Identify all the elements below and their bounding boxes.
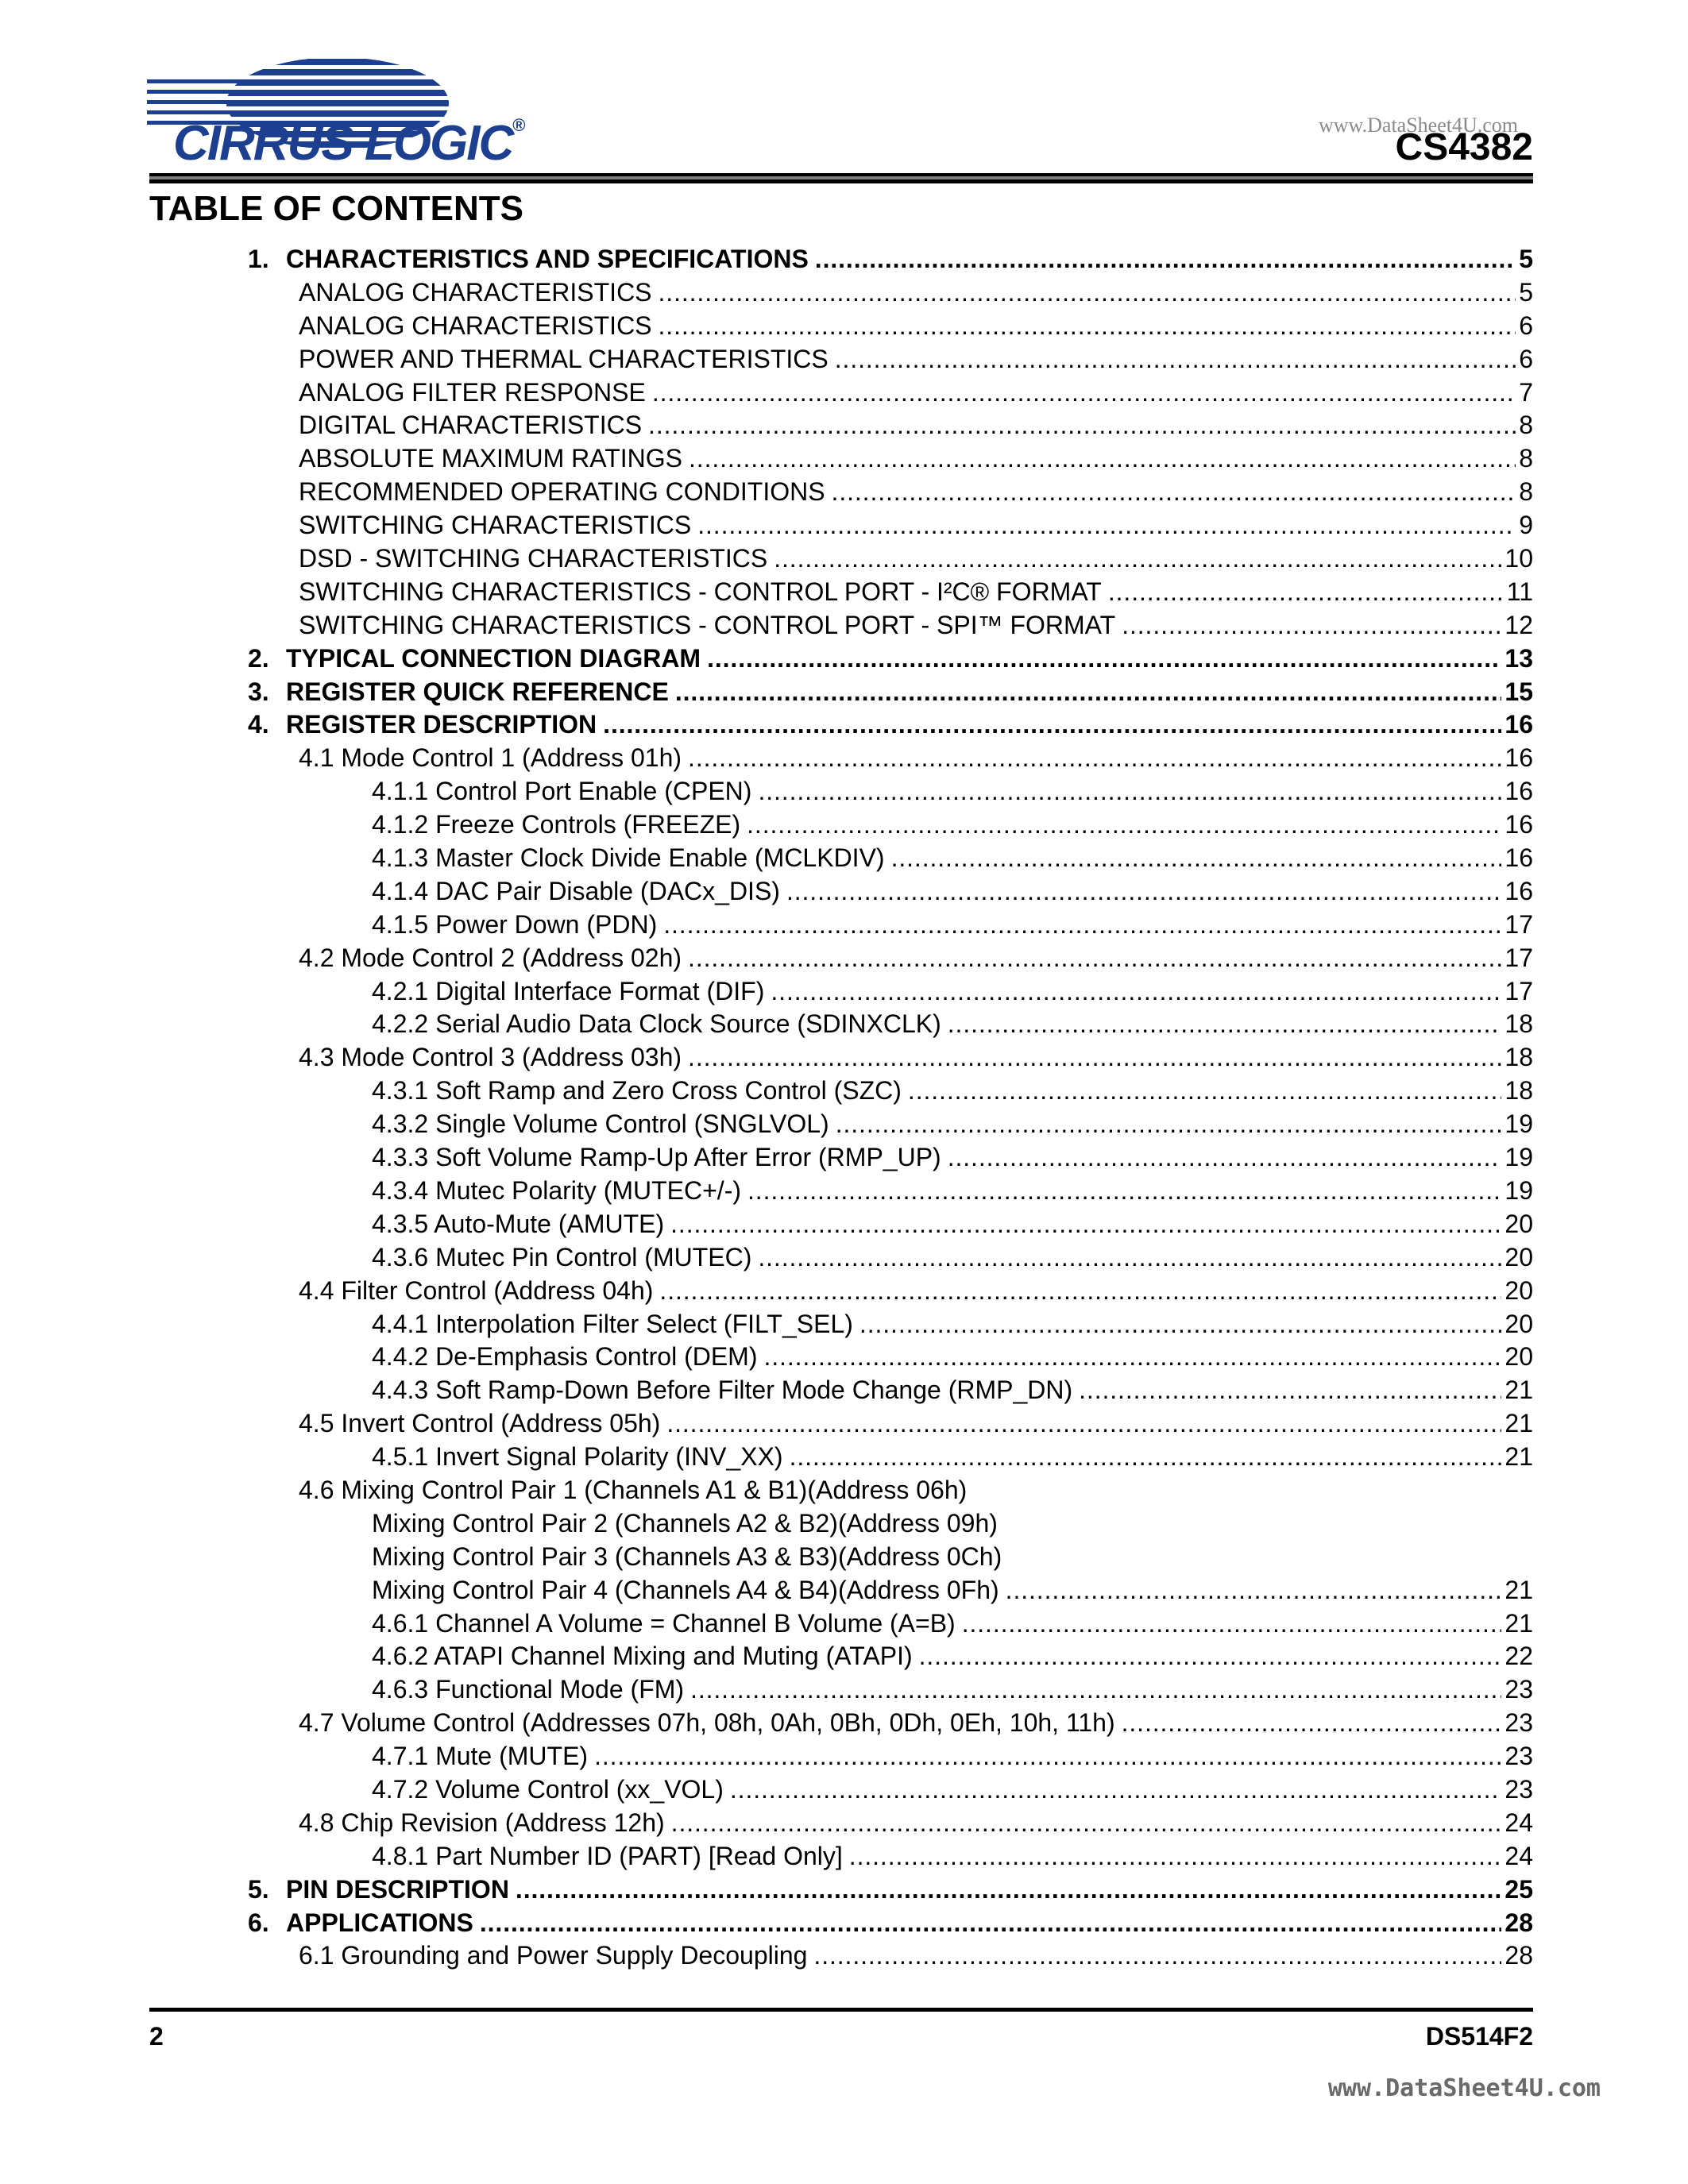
- toc-entry-page: 10: [1505, 544, 1533, 573]
- toc-entry-page: 17: [1505, 909, 1533, 939]
- toc-dot-leader: [836, 1109, 1502, 1139]
- footer-rule: [149, 2008, 1533, 2012]
- toc-entry[interactable]: [0, 810, 1688, 843]
- toc-entry[interactable]: [0, 1775, 1688, 1808]
- toc-dot-leader: [688, 1043, 1501, 1072]
- toc-entry-title: 4.3.4 Mutec Polarity (MUTEC+/-): [372, 1175, 741, 1205]
- toc-dot-leader: [659, 278, 1516, 307]
- toc-entry-title: SWITCHING CHARACTERISTICS - CONTROL PORT - I²C® FORMAT: [299, 577, 1102, 606]
- toc-entry-page: 18: [1505, 1009, 1533, 1039]
- toc-entry-page: 22: [1505, 1642, 1533, 1671]
- toc-dot-leader: [516, 1875, 1501, 1904]
- toc-entry[interactable]: [0, 378, 1688, 411]
- toc-entry-page: 5: [1519, 245, 1533, 273]
- toc-entry-title: 4.1.2 Freeze Controls (FREEZE): [372, 810, 741, 839]
- toc-entry[interactable]: [0, 1576, 1688, 1609]
- toc-entry-page: 16: [1505, 810, 1533, 839]
- toc-entry-number: 6.: [248, 1908, 269, 1937]
- toc-dot-leader: [659, 311, 1516, 341]
- toc-entry-title: 4.4.1 Interpolation Filter Select (FILT_SEL): [372, 1309, 853, 1338]
- toc-entry-page: 20: [1505, 1209, 1533, 1238]
- toc-entry-title: 4.6.1 Channel A Volume = Channel B Volume (A=B): [372, 1608, 956, 1638]
- toc-dot-leader: [689, 444, 1516, 473]
- toc-entry[interactable]: [0, 511, 1688, 544]
- toc-entry[interactable]: [0, 710, 1688, 743]
- toc-entry-title: 4.2.2 Serial Audio Data Clock Source (SDINXCLK): [372, 1009, 941, 1039]
- toc-dot-leader: [891, 843, 1502, 873]
- toc-entry[interactable]: [0, 1908, 1688, 1942]
- toc-entry-page: 15: [1505, 677, 1533, 706]
- toc-entry-page: 7: [1519, 377, 1533, 407]
- toc-entry-title: REGISTER DESCRIPTION: [286, 710, 597, 739]
- toc-entry-title: POWER AND THERMAL CHARACTERISTICS: [299, 344, 829, 373]
- toc-entry-page: 21: [1505, 1608, 1533, 1638]
- toc-entry-title: SWITCHING CHARACTERISTICS - CONTROL PORT - SPI™ FORMAT: [299, 610, 1116, 639]
- part-number: CS4382: [1395, 126, 1533, 168]
- toc-dot-leader: [747, 810, 1501, 839]
- toc-entry[interactable]: [0, 1276, 1688, 1310]
- toc-dot-leader: [771, 977, 1501, 1006]
- toc-entry-page: 16: [1505, 743, 1533, 773]
- toc-entry-title: ANALOG CHARACTERISTICS: [299, 311, 652, 340]
- toc-entry[interactable]: [0, 644, 1688, 677]
- toc-entry[interactable]: [0, 1376, 1688, 1409]
- toc-entry-title: 4.6 Mixing Control Pair 1 (Channels A1 & B1)(Address 06h): [299, 1475, 968, 1504]
- toc-entry[interactable]: [0, 1342, 1688, 1376]
- toc-entry[interactable]: [0, 743, 1688, 777]
- toc-entry-title: 4.2 Mode Control 2 (Address 02h): [299, 943, 682, 972]
- toc-entry-title: 4.4.3 Soft Ramp-Down Before Filter Mode Change (RMP_DN): [372, 1376, 1073, 1405]
- toc-entry-title: 4.7.2 Volume Control (xx_VOL): [372, 1774, 724, 1804]
- table-of-contents: [0, 245, 1688, 1974]
- toc-entry[interactable]: [0, 677, 1688, 711]
- toc-entry-page: 8: [1519, 411, 1533, 440]
- toc-entry-page: 6: [1519, 311, 1533, 340]
- toc-entry[interactable]: [0, 943, 1688, 977]
- toc-entry-page: 8: [1519, 444, 1533, 473]
- toc-entry-number: 5.: [248, 1874, 269, 1904]
- toc-entry-title: SWITCHING CHARACTERISTICS: [299, 511, 692, 540]
- toc-dot-leader: [670, 1210, 1501, 1239]
- toc-entry[interactable]: [0, 1875, 1688, 1908]
- toc-entry-page: 16: [1505, 876, 1533, 905]
- toc-entry[interactable]: [0, 444, 1688, 477]
- toc-entry-page: 25: [1505, 1874, 1533, 1904]
- toc-entry-page: 19: [1505, 1175, 1533, 1205]
- toc-entry-title: 4.8 Chip Revision (Address 12h): [299, 1808, 665, 1837]
- toc-dot-leader: [859, 1310, 1502, 1339]
- toc-dot-leader: [688, 943, 1501, 973]
- toc-dot-leader: [666, 1409, 1501, 1438]
- toc-entry-page: 23: [1505, 1675, 1533, 1704]
- toc-dot-leader: [659, 1276, 1501, 1306]
- toc-dot-leader: [648, 411, 1516, 440]
- page-number: 2: [149, 2022, 164, 2051]
- toc-entry-title: 4.5 Invert Control (Address 05h): [299, 1409, 661, 1438]
- toc-entry-page: 23: [1505, 1742, 1533, 1771]
- toc-entry-page: 20: [1505, 1342, 1533, 1372]
- toc-dot-leader: [919, 1642, 1502, 1671]
- toc-entry-page: 12: [1505, 610, 1533, 639]
- toc-entry-page: 19: [1505, 1109, 1533, 1139]
- toc-entry-page: 11: [1506, 577, 1533, 606]
- header-watermark: www.DataSheet4U.com: [1319, 114, 1519, 137]
- toc-entry[interactable]: [0, 1808, 1688, 1842]
- toc-dot-leader: [730, 1775, 1502, 1804]
- toc-dot-leader: [688, 743, 1501, 773]
- toc-dot-leader: [671, 1808, 1502, 1838]
- toc-dot-leader: [815, 245, 1516, 274]
- toc-entry[interactable]: [0, 843, 1688, 877]
- toc-dot-leader: [832, 477, 1516, 507]
- toc-entry-page: 5: [1519, 277, 1533, 307]
- toc-entry[interactable]: [0, 278, 1688, 311]
- toc-entry-page: 21: [1505, 1409, 1533, 1438]
- toc-entry-title: 4.7.1 Mute (MUTE): [372, 1742, 589, 1771]
- toc-entry-page: 20: [1505, 1242, 1533, 1271]
- toc-dot-leader: [594, 1742, 1501, 1771]
- toc-entry-title: DSD - SWITCHING CHARACTERISTICS: [299, 544, 768, 573]
- toc-entry[interactable]: [0, 1476, 1688, 1509]
- toc-dot-leader: [603, 710, 1501, 739]
- toc-entry-page: 24: [1505, 1841, 1533, 1870]
- toc-entry[interactable]: [0, 1243, 1688, 1276]
- toc-entry[interactable]: [0, 977, 1688, 1010]
- toc-entry[interactable]: [0, 1609, 1688, 1642]
- toc-entry-title: CHARACTERISTICS AND SPECIFICATIONS: [286, 245, 809, 273]
- toc-entry-number: 3.: [248, 677, 269, 706]
- toc-entry-page: 9: [1519, 511, 1533, 540]
- toc-entry-title: TYPICAL CONNECTION DIAGRAM: [286, 643, 701, 673]
- toc-entry-title: ABSOLUTE MAXIMUM RATINGS: [299, 444, 683, 473]
- toc-entry-page: 13: [1505, 643, 1533, 673]
- toc-entry[interactable]: [0, 1642, 1688, 1675]
- toc-dot-leader: [1079, 1376, 1501, 1405]
- toc-entry[interactable]: [0, 1043, 1688, 1076]
- toc-entry[interactable]: [0, 1109, 1688, 1143]
- toc-entry-title: ANALOG CHARACTERISTICS: [299, 277, 652, 307]
- toc-entry[interactable]: [0, 1076, 1688, 1109]
- toc-entry[interactable]: [0, 1742, 1688, 1775]
- toc-dot-leader: [758, 1243, 1501, 1272]
- toc-entry-title: 4.4.2 De-Emphasis Control (DEM): [372, 1342, 758, 1372]
- toc-dot-leader: [774, 544, 1501, 573]
- toc-dot-leader: [697, 511, 1516, 540]
- toc-entry[interactable]: [0, 1442, 1688, 1476]
- toc-entry[interactable]: [0, 1210, 1688, 1243]
- toc-entry[interactable]: [0, 345, 1688, 378]
- toc-entry[interactable]: [0, 1009, 1688, 1043]
- toc-entry-title: Mixing Control Pair 2 (Channels A2 & B2)(Address 09h): [372, 1508, 998, 1538]
- toc-entry-page: 20: [1505, 1309, 1533, 1338]
- toc-entry[interactable]: [0, 1708, 1688, 1742]
- toc-entry[interactable]: [0, 411, 1688, 444]
- toc-dot-leader: [675, 677, 1502, 707]
- toc-entry[interactable]: [0, 1409, 1688, 1442]
- toc-dot-leader: [908, 1076, 1502, 1106]
- toc-entry-page: 23: [1505, 1774, 1533, 1804]
- toc-dot-leader: [480, 1908, 1502, 1938]
- document-id: DS514F2: [1425, 2022, 1533, 2051]
- toc-dot-leader: [786, 877, 1501, 906]
- toc-dot-leader: [707, 644, 1501, 673]
- toc-entry-page: 28: [1505, 1941, 1533, 1970]
- toc-entry[interactable]: [0, 544, 1688, 577]
- toc-entry[interactable]: [0, 611, 1688, 644]
- toc-entry-number: 1.: [248, 245, 269, 273]
- toc-entry-page: 21: [1505, 1376, 1533, 1405]
- toc-entry-title: APPLICATIONS: [286, 1908, 473, 1937]
- toc-entry[interactable]: [0, 577, 1688, 611]
- footer-watermark: www.DataSheet4U.com: [1327, 2074, 1601, 2102]
- toc-entry-title: 4.1.1 Control Port Enable (CPEN): [372, 777, 752, 806]
- toc-entry-title: PIN DESCRIPTION: [286, 1874, 509, 1904]
- toc-dot-leader: [813, 1941, 1501, 1970]
- toc-entry-page: 16: [1505, 777, 1533, 806]
- toc-entry-title: 4.6.2 ATAPI Channel Mixing and Muting (ATAPI): [372, 1642, 913, 1671]
- toc-dot-leader: [690, 1675, 1501, 1704]
- toc-entry-page: 24: [1505, 1808, 1533, 1837]
- toc-entry-title: 4.8.1 Part Number ID (PART) [Read Only]: [372, 1841, 843, 1870]
- toc-entry[interactable]: [0, 1143, 1688, 1176]
- toc-dot-leader: [790, 1442, 1502, 1472]
- toc-entry-page: 16: [1505, 843, 1533, 873]
- toc-dot-leader: [948, 1143, 1502, 1172]
- toc-entry-page: 16: [1505, 710, 1533, 739]
- toc-entry[interactable]: [0, 245, 1688, 278]
- toc-entry-title: 4.5.1 Invert Signal Polarity (INV_XX): [372, 1442, 783, 1472]
- toc-entry[interactable]: [0, 1509, 1688, 1542]
- toc-entry-page: 23: [1505, 1708, 1533, 1738]
- toc-entry-title: Mixing Control Pair 4 (Channels A4 & B4)(Address 0Fh): [372, 1575, 999, 1604]
- logo-wordmark: CIRRUS LOGIC®: [173, 115, 524, 171]
- toc-entry-page: 17: [1505, 943, 1533, 972]
- toc-dot-leader: [758, 777, 1501, 806]
- toc-entry-page: 21: [1505, 1575, 1533, 1604]
- toc-dot-leader: [652, 378, 1516, 407]
- toc-entry-title: 4.3 Mode Control 3 (Address 03h): [299, 1043, 682, 1072]
- toc-entry[interactable]: [0, 777, 1688, 810]
- toc-entry[interactable]: [0, 477, 1688, 511]
- toc-dot-leader: [1006, 1576, 1502, 1605]
- toc-entry-title: 4.3.1 Soft Ramp and Zero Cross Control (SZC): [372, 1076, 902, 1106]
- toc-entry-title: 4.3.2 Single Volume Control (SNGLVOL): [372, 1109, 829, 1139]
- toc-entry-number: 4.: [248, 710, 269, 739]
- toc-entry-title: 4.7 Volume Control (Addresses 07h, 08h, 0Ah, 0Bh, 0Dh, 0Eh, 10h, 11h): [299, 1708, 1115, 1738]
- toc-entry-title: 4.3.6 Mutec Pin Control (MUTEC): [372, 1242, 752, 1271]
- toc-entry-title: 4.4 Filter Control (Address 04h): [299, 1275, 654, 1305]
- toc-entry-title: 4.1 Mode Control 1 (Address 01h): [299, 743, 682, 773]
- toc-entry-title: 4.6.3 Functional Mode (FM): [372, 1675, 685, 1704]
- toc-entry-title: ANALOG FILTER RESPONSE: [299, 377, 646, 407]
- toc-entry-page: 17: [1505, 976, 1533, 1005]
- toc-entry[interactable]: [0, 1310, 1688, 1343]
- toc-entry[interactable]: [0, 1941, 1688, 1974]
- toc-entry[interactable]: [0, 910, 1688, 943]
- toc-entry[interactable]: [0, 877, 1688, 910]
- toc-entry-title: 4.3.3 Soft Volume Ramp-Up After Error (RMP_UP): [372, 1143, 941, 1172]
- toc-dot-leader: [1108, 577, 1504, 607]
- toc-dot-leader: [663, 910, 1501, 940]
- header-rule-inner: [149, 176, 1533, 179]
- toc-entry-title: RECOMMENDED OPERATING CONDITIONS: [299, 477, 825, 507]
- toc-entry[interactable]: [0, 1176, 1688, 1210]
- toc-entry-title: DIGITAL CHARACTERISTICS: [299, 411, 643, 440]
- toc-entry-title: 4.3.5 Auto-Mute (AMUTE): [372, 1209, 665, 1238]
- page-title: TABLE OF CONTENTS: [149, 189, 523, 228]
- toc-entry[interactable]: [0, 1675, 1688, 1708]
- toc-entry-title: 4.2.1 Digital Interface Format (DIF): [372, 976, 765, 1005]
- toc-entry-title: 4.1.4 DAC Pair Disable (DACx_DIS): [372, 876, 780, 905]
- toc-entry-page: 6: [1519, 344, 1533, 373]
- toc-entry-title: Mixing Control Pair 3 (Channels A3 & B3)(Address 0Ch): [372, 1542, 1002, 1571]
- toc-dot-leader: [962, 1609, 1502, 1638]
- toc-entry[interactable]: [0, 1842, 1688, 1875]
- toc-entry-number: 2.: [248, 643, 269, 673]
- toc-dot-leader: [763, 1342, 1501, 1372]
- toc-entry-page: 18: [1505, 1043, 1533, 1072]
- toc-dot-leader: [849, 1842, 1502, 1871]
- toc-entry-page: 19: [1505, 1143, 1533, 1172]
- toc-dot-leader: [747, 1176, 1501, 1206]
- toc-entry-page: 21: [1505, 1442, 1533, 1472]
- toc-dot-leader: [1122, 1708, 1502, 1738]
- toc-entry-page: 8: [1519, 477, 1533, 507]
- toc-entry[interactable]: [0, 311, 1688, 345]
- toc-entry-title: 6.1 Grounding and Power Supply Decoupling: [299, 1941, 808, 1970]
- toc-entry-title: 4.1.3 Master Clock Divide Enable (MCLKDIV): [372, 843, 885, 873]
- toc-dot-leader: [835, 345, 1516, 374]
- toc-entry-page: 28: [1505, 1908, 1533, 1937]
- toc-entry[interactable]: [0, 1542, 1688, 1576]
- toc-entry-title: 4.1.5 Power Down (PDN): [372, 909, 658, 939]
- toc-entry-page: 20: [1505, 1275, 1533, 1305]
- toc-entry-page: 18: [1505, 1076, 1533, 1106]
- toc-entry-title: REGISTER QUICK REFERENCE: [286, 677, 669, 706]
- toc-dot-leader: [948, 1009, 1502, 1039]
- toc-dot-leader: [1122, 611, 1501, 640]
